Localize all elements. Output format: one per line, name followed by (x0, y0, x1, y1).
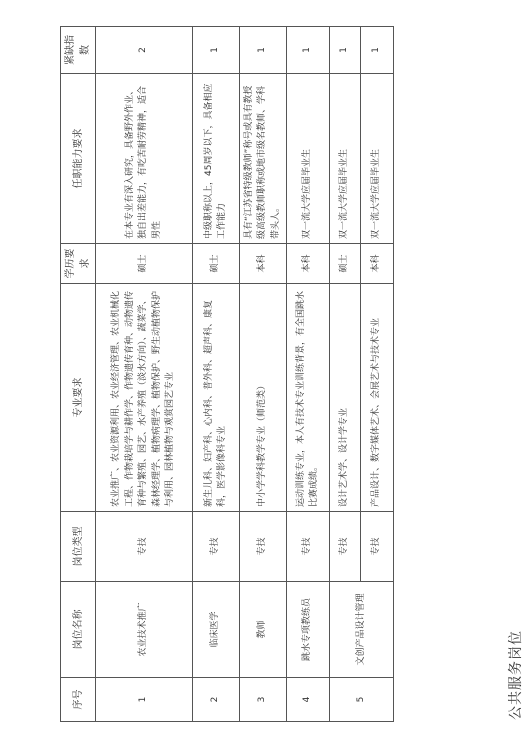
table-header-row (61, 27, 96, 722)
cell-major: 新生儿科、妇产科、心内科、普外科、超声科、康复科，医学影像科专业 (193, 284, 240, 512)
header-name: 岗位名称 (61, 582, 96, 678)
cell-name: 跳水专项教练员 (287, 582, 330, 678)
cell-index: 1 (193, 27, 240, 74)
cell-edu: 本科 (287, 244, 330, 284)
header-edu: 学历要求 (61, 244, 96, 284)
header-type: 岗位类型 (61, 512, 96, 582)
cell-major: 产品设计、数字媒体艺术、会展艺术与技术专业 (361, 284, 394, 512)
header-major: 专业要求 (61, 284, 96, 512)
cell-name: 文创产品设计管理 (330, 582, 394, 678)
cell-ability: 具有“江苏省特级教师”称号或具有教授级高级教师职称或地市级名教师、学科带头人。 (240, 74, 287, 244)
cell-type: 专技 (193, 512, 240, 582)
cell-major: 中小学学科教学专业（师范类） (240, 284, 287, 512)
cell-ability: 在本专业有深入研究，具备野外作业、独自出差能力，有吃苦耐劳精神，适合男性 (96, 74, 193, 244)
cell-no: 2 (193, 678, 240, 722)
cell-no: 5 (330, 678, 394, 722)
table-row (193, 27, 240, 722)
cell-index: 2 (96, 27, 193, 74)
cell-type: 专技 (361, 512, 394, 582)
cell-major: 运动训练专业，本人有技术专业训练背景，有全国跳水比赛成绩。 (287, 284, 330, 512)
cell-index: 1 (330, 27, 361, 74)
cell-edu: 本科 (240, 244, 287, 284)
cell-ability: 双一流大学应届毕业生 (287, 74, 330, 244)
cell-major: 农业推广、农业资源利用、农业经济管理、农业机械化工程、作物栽培学与耕作学、作物遗传育种、动物遗传育种与繁殖、园艺、水产养殖（淡水方向）、蔬菜学、森林经理学、植物病理学、植物保护、野生动植物保护与利用、园林植物与观赏园艺专业 (96, 284, 193, 512)
cell-edu: 硕士 (96, 244, 193, 284)
header-no: 序号 (61, 678, 96, 722)
cell-edu: 本科 (361, 244, 394, 284)
cell-no: 3 (240, 678, 287, 722)
cell-type: 专技 (96, 512, 193, 582)
cell-index: 1 (287, 27, 330, 74)
cell-name: 教师 (240, 582, 287, 678)
cell-ability: 双一流大学应届毕业生 (361, 74, 394, 244)
table-row (96, 27, 193, 722)
table-row (330, 27, 361, 722)
cell-edu: 硕士 (330, 244, 361, 284)
header-ability: 任职能力要求 (61, 74, 96, 244)
table-row (240, 27, 287, 722)
cell-type: 专技 (240, 512, 287, 582)
cell-major: 设计艺术学、设计学专业 (330, 284, 361, 512)
cell-no: 4 (287, 678, 330, 722)
table-row (287, 27, 330, 722)
cell-type: 专技 (330, 512, 361, 582)
cell-no: 1 (96, 678, 193, 722)
cell-ability: 中级职称以上，45周岁以下，具备相应工作能力 (193, 74, 240, 244)
cell-ability: 双一流大学应届毕业生 (330, 74, 361, 244)
section-title: 公共服务岗位 (508, 630, 524, 720)
cell-edu: 硕士 (193, 244, 240, 284)
cell-type: 专技 (287, 512, 330, 582)
cell-name: 农业技术推广 (96, 582, 193, 678)
header-index: 紧缺指数 (61, 27, 96, 74)
cell-index: 1 (361, 27, 394, 74)
cell-name: 临床医学 (193, 582, 240, 678)
positions-table (60, 26, 394, 722)
cell-index: 1 (240, 27, 287, 74)
